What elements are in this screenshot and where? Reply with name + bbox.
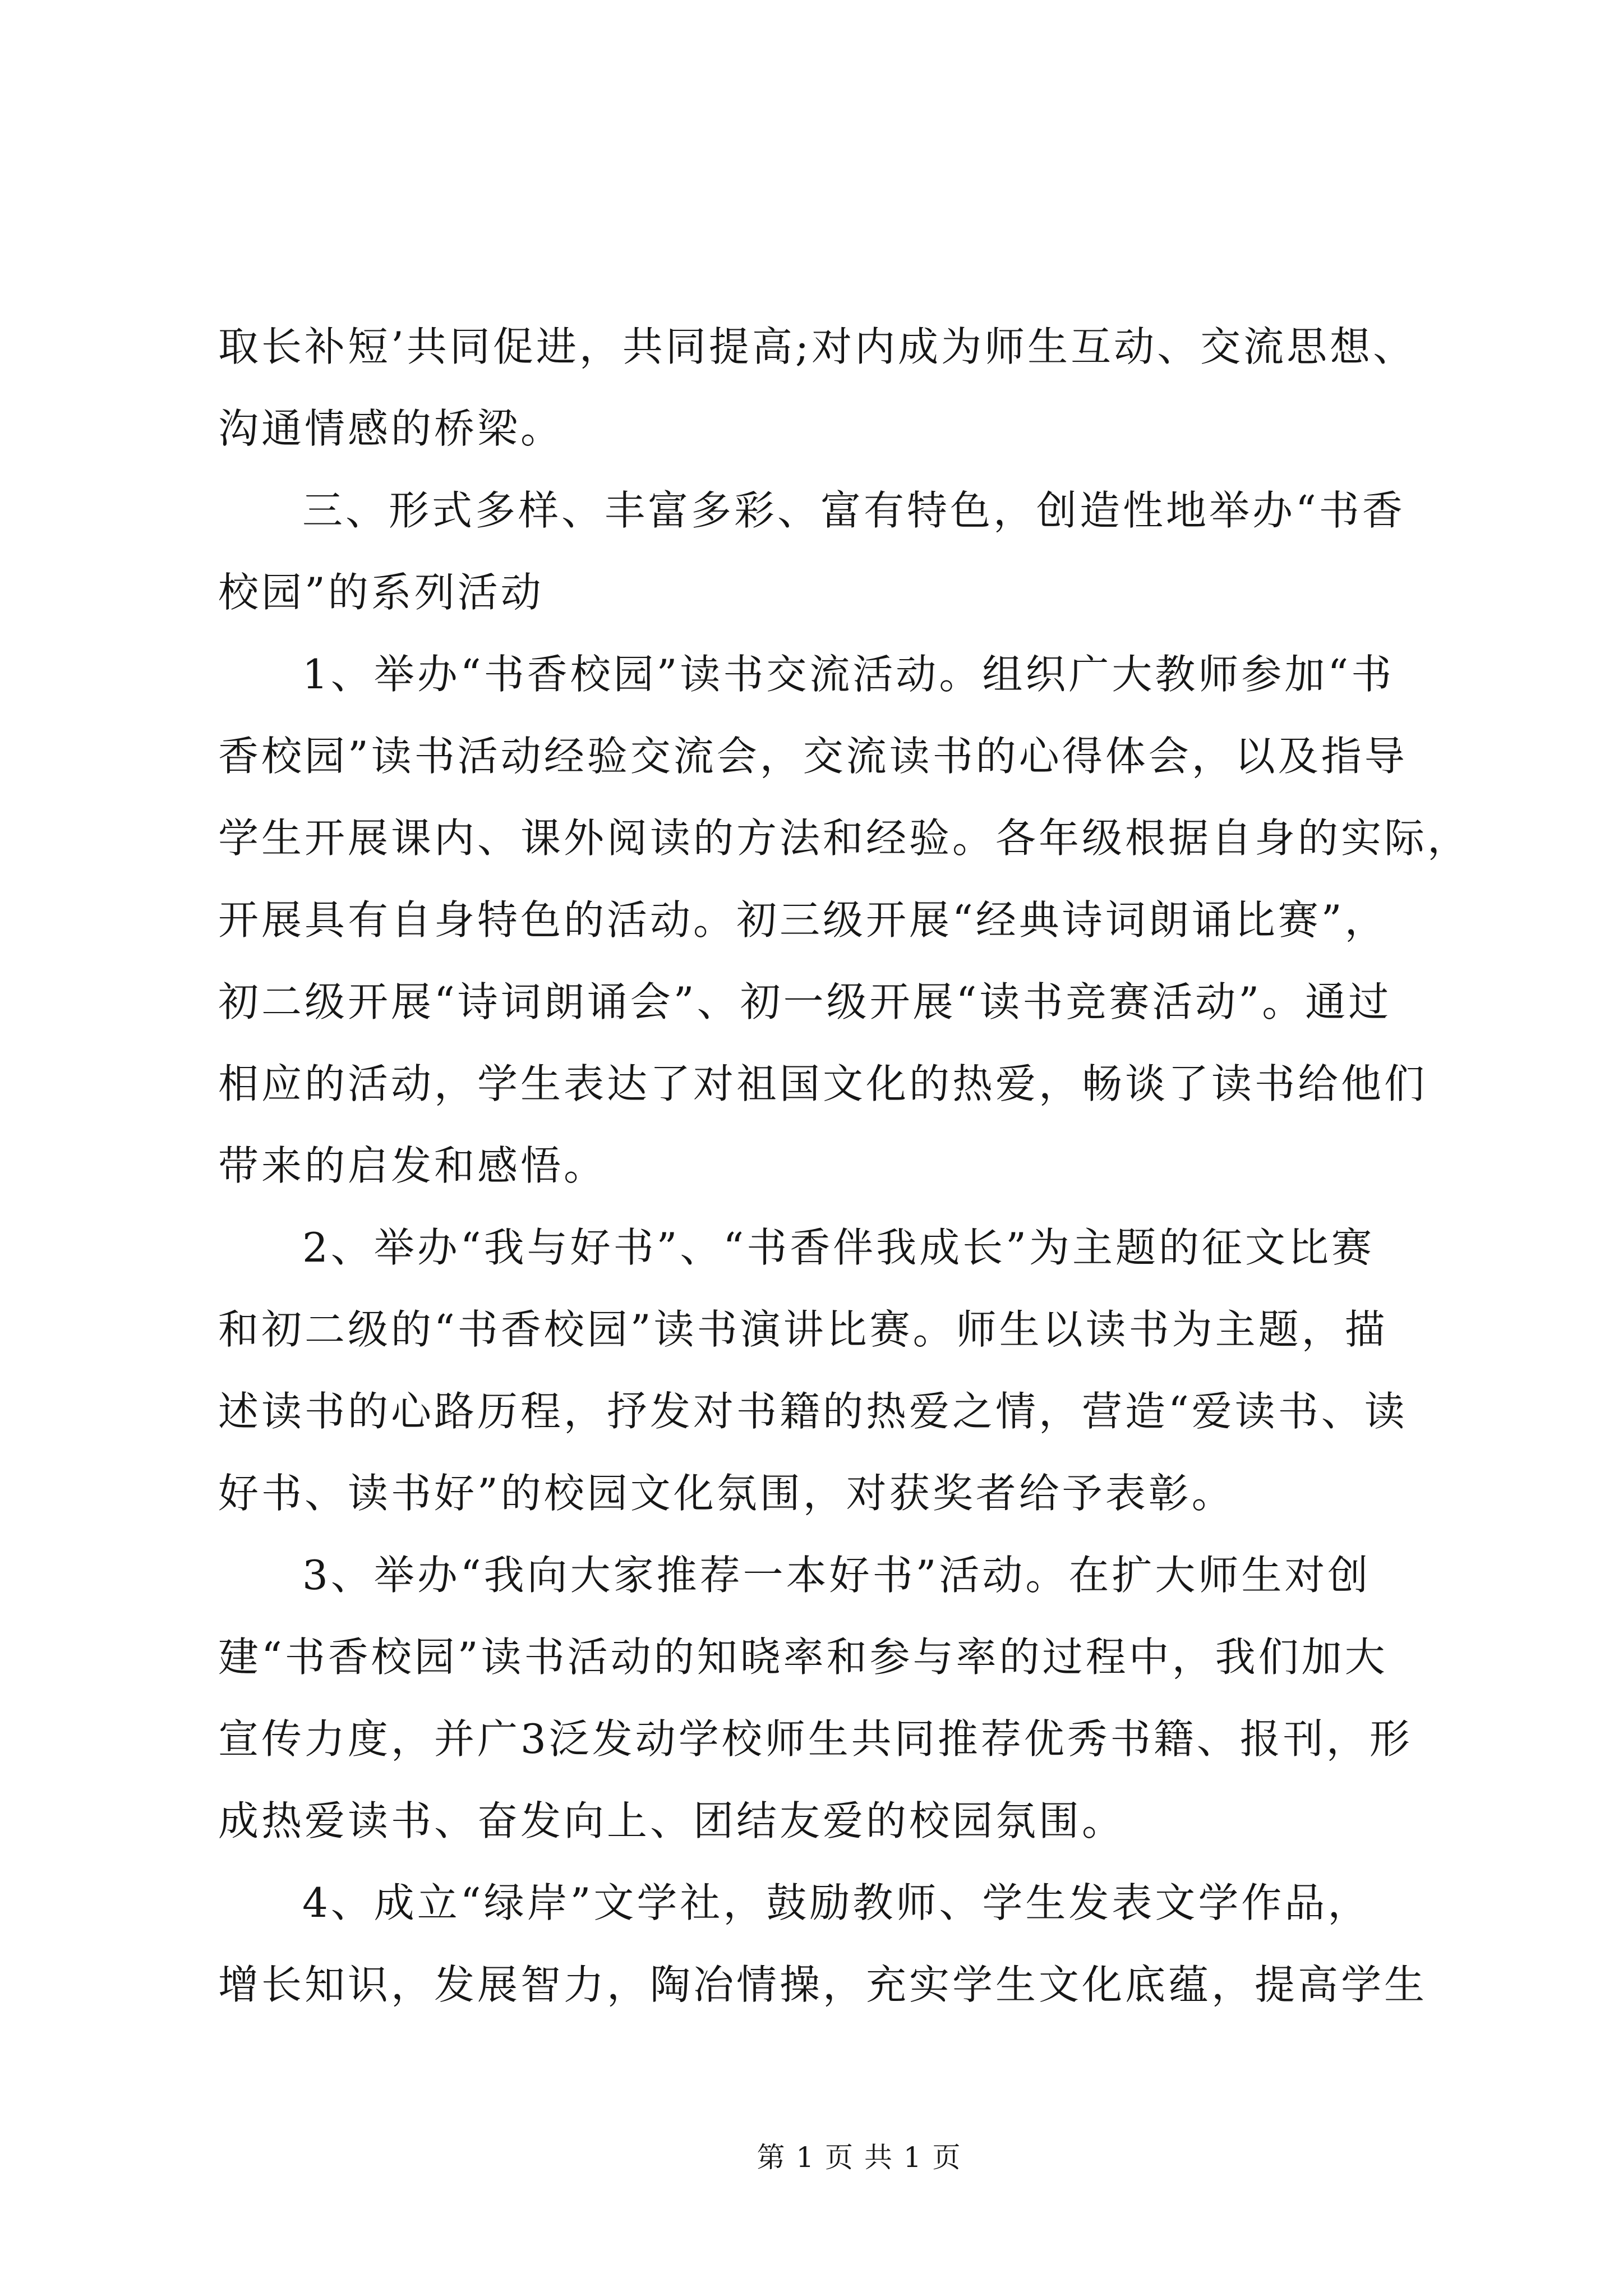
- text-line: 4、成立“绿岸”文学社，鼓励教师、学生发表文学作品，: [302, 1879, 1371, 1926]
- text-line: 开展具有自身特色的活动。初三级开展“经典诗词朗诵比赛”，: [218, 896, 1388, 944]
- text-line: 1、举办“书香校园”读书交流活动。组织广大教师参加“书: [302, 651, 1395, 698]
- text-line: 香校园”读书活动经验交流会，交流读书的心得体会，以及指导: [218, 733, 1408, 780]
- document-body: [218, 306, 1575, 2026]
- text-line: 和初二级的“书香校园”读书演讲比赛。师生以读书为主题，描: [218, 1306, 1388, 1353]
- text-line: 取长补短’共同促进，共同提高;对内成为师生互动、交流思想、: [218, 323, 1417, 370]
- text-line: 增长知识，发展智力，陶冶情操，充实学生文化底蕴，提高学生: [218, 1961, 1428, 2008]
- text-line: 成热爱读书、奋发向上、团结友爱的校园氛围。: [218, 1797, 1126, 1844]
- text-line: 建“书香校园”读书活动的知晓率和参与率的过程中，我们加大: [218, 1634, 1388, 1681]
- paragraph-item-3: [218, 1534, 1575, 1862]
- page-number-label: 第 1 页 共 1 页: [757, 2141, 962, 2174]
- text-line: 沟通情感的桥梁。: [218, 405, 564, 452]
- text-line: 述读书的心路历程，抒发对书籍的热爱之情，营造“爱读书、读: [218, 1388, 1408, 1435]
- text-line: 三、形式多样、丰富多彩、富有特色，创造性地举办“书香: [302, 487, 1405, 534]
- text-line: 学生开展课内、课外阅读的方法和经验。各年级根据自身的实际，: [218, 815, 1471, 862]
- text-line: 宣传力度，并广3泛发动学校师生共同推荐优秀书籍、报刊，形: [218, 1715, 1413, 1763]
- text-line: 好书、读书好”的校园文化氛围，对获奖者给予表彰。: [218, 1470, 1235, 1517]
- text-line: 3、举办“我向大家推荐一本好书”活动。在扩大师生对创: [302, 1552, 1371, 1599]
- paragraph-item-4: [218, 1862, 1575, 2026]
- paragraph-section-heading: [218, 470, 1575, 633]
- text-line: 校园”的系列活动: [218, 569, 544, 616]
- paragraph-item-2: [218, 1207, 1575, 1534]
- text-line: 2、举办“我与好书”、“书香伴我成长”为主题的征文比赛: [302, 1224, 1375, 1271]
- paragraph-item-1: [218, 633, 1575, 1207]
- text-line: 相应的活动，学生表达了对祖国文化的热爱，畅谈了读书给他们: [218, 1060, 1428, 1107]
- page-footer: [0, 2135, 1623, 2180]
- text-line: 带来的启发和感悟。: [218, 1142, 607, 1189]
- paragraph: [218, 306, 1575, 470]
- text-line: 初二级开展“诗词朗诵会”、初一级开展“读书竞赛活动”。通过: [218, 978, 1392, 1025]
